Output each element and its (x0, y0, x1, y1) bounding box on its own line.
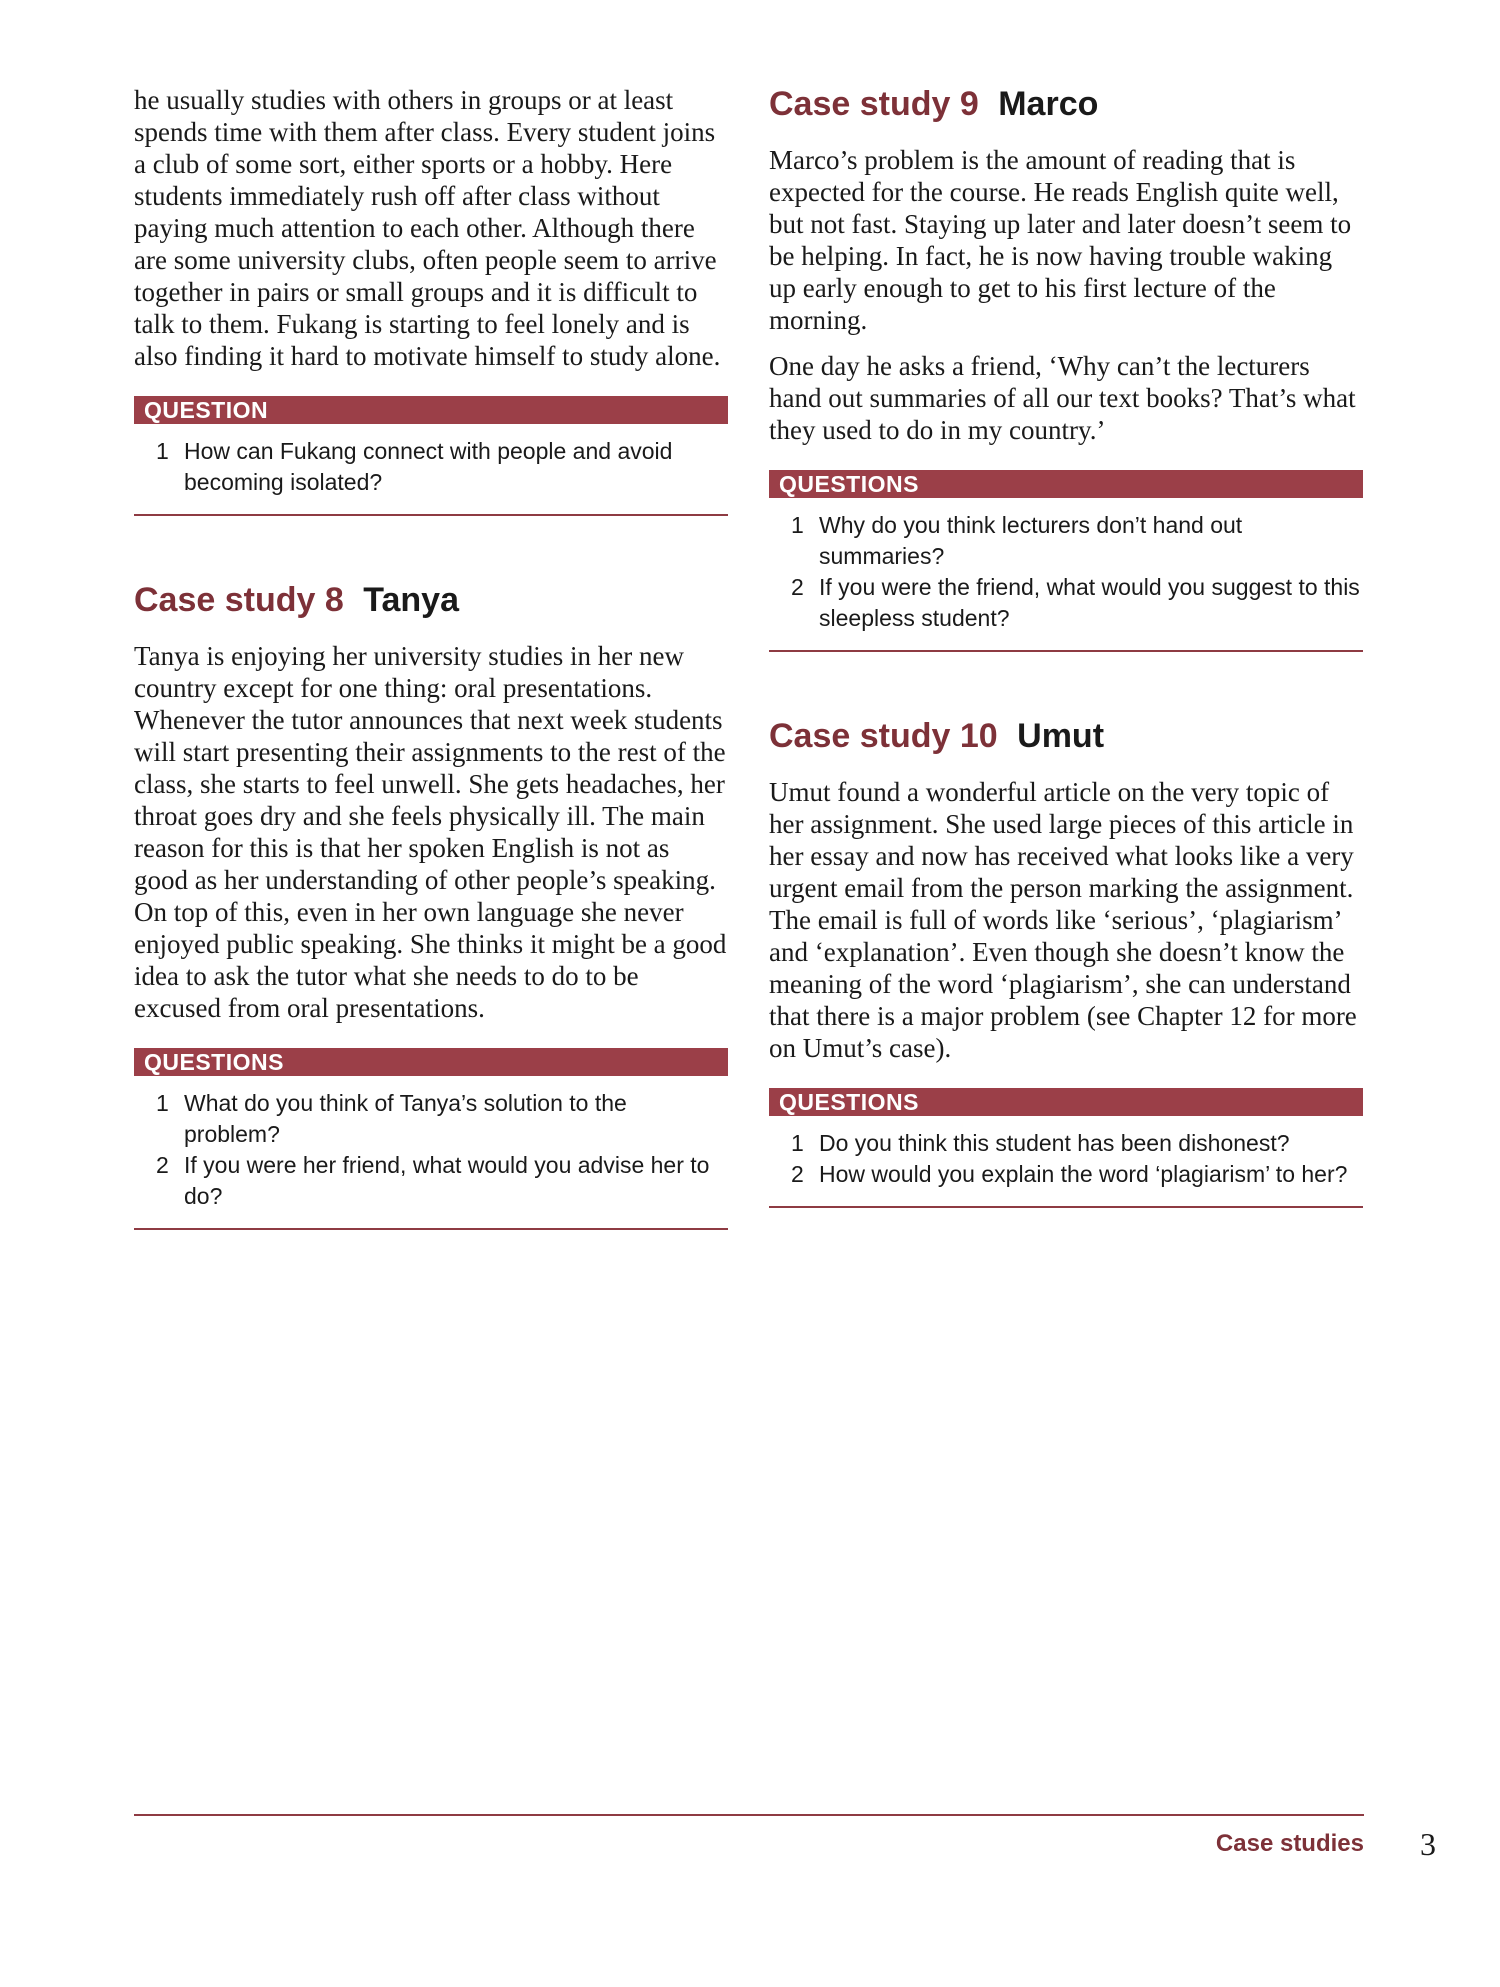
case-study-prefix: Case study (769, 85, 951, 123)
case-study-8-title (134, 580, 728, 620)
case-study-number: 8 (324, 581, 344, 619)
question-number: 1 (156, 438, 169, 464)
questions-header: QUESTIONS (769, 1088, 1363, 1116)
case-study-name: Marco (998, 85, 1099, 123)
questions-list (769, 1128, 1363, 1190)
question-item (134, 436, 728, 498)
question-number: 1 (791, 512, 804, 538)
questions-header: QUESTIONS (769, 470, 1363, 498)
question-item (134, 1150, 728, 1212)
case-study-prefix: Case study (769, 717, 951, 755)
case-study-10-title (769, 716, 1363, 756)
question-text: Do you think this student has been dishonest? (819, 1130, 1290, 1156)
left-column (134, 84, 728, 1230)
case-study-prefix: Case study (134, 581, 316, 619)
footer-divider (134, 1814, 1364, 1816)
question-text: If you were the friend, what would you suggest to this sleepless student? (819, 574, 1360, 631)
question-item (134, 1088, 728, 1150)
case-study-number: 10 (959, 717, 998, 755)
question-item (769, 1128, 1363, 1159)
intro-paragraph: he usually studies with others in groups or at least spends time with them after class. Every student joins a club of some sort, either sports or a hobby. Here students immediately rush off after class without paying much attention to each other. Although there are some university clubs, often people seem to arrive together in pairs or small groups and it is difficult to talk to them. Fukang is starting to feel lonely and is also finding it hard to motivate himself to study alone. (134, 85, 721, 371)
question-text: If you were her friend, what would you advise her to do? (184, 1152, 710, 1209)
question-text: Why do you think lecturers don’t hand out summaries? (819, 512, 1243, 569)
questions-list (769, 510, 1363, 634)
questions-box-marco (769, 470, 1363, 652)
question-header: QUESTION (134, 396, 728, 424)
questions-header: QUESTIONS (134, 1048, 728, 1076)
page-number: 3 (1420, 1826, 1436, 1862)
question-number: 2 (791, 1161, 804, 1187)
case-study-8-body: Tanya is enjoying her university studies in her new country except for one thing: oral presentations. Whenever the tutor announces that next week students will start presenting their assignments to the rest of the class, she starts to feel unwell. She gets headaches, her throat goes dry and she feels physically ill. The main reason for this is that her spoken English is not as good as her understanding of other people’s speaking. On top of this, even in her own language she never enjoyed public speaking. She thinks it might be a good idea to ask the tutor what she needs to do to be excused from oral presentations. (134, 641, 727, 1023)
right-column (769, 84, 1363, 1208)
case-study-9-title (769, 84, 1363, 124)
question-item (769, 572, 1363, 634)
question-text: How can Fukang connect with people and avoid becoming isolated? (184, 438, 673, 495)
case-study-9-body-1: Marco’s problem is the amount of reading that is expected for the course. He reads English quite well, but not fast. Staying up later and later doesn’t seem to be helping. In fact, he is now having trouble waking up early enough to get to his first lecture of the morning. (769, 145, 1352, 335)
case-study-number: 9 (959, 85, 979, 123)
question-number: 1 (156, 1090, 169, 1116)
question-item (769, 1159, 1363, 1190)
question-number: 1 (791, 1130, 804, 1156)
question-number: 2 (791, 574, 804, 600)
question-list (134, 436, 728, 498)
case-study-name: Tanya (363, 581, 459, 619)
questions-list (134, 1088, 728, 1212)
questions-box-tanya (134, 1048, 728, 1230)
footer-section-label: Case studies (1215, 1830, 1364, 1857)
question-text: How would you explain the word ‘plagiarism’ to her? (819, 1161, 1348, 1187)
questions-box-umut (769, 1088, 1363, 1208)
question-box-fukang (134, 396, 728, 516)
case-study-9-body-2: One day he asks a friend, ‘Why can’t the lecturers hand out summaries of all our text books? That’s what they used to do in my country.’ (769, 351, 1356, 445)
case-study-name: Umut (1017, 717, 1105, 755)
question-text: What do you think of Tanya’s solution to the problem? (184, 1090, 627, 1147)
question-number: 2 (156, 1152, 169, 1178)
question-item (769, 510, 1363, 572)
case-study-10-body: Umut found a wonderful article on the very topic of her assignment. She used large pieces of this article in her essay and now has received what looks like a very urgent email from the person marking the assignment. The email is full of words like ‘serious’, ‘plagiarism’ and ‘explanation’. Even though she doesn’t know the meaning of the word ‘plagiarism’, she can understand that there is a major problem (see Chapter 12 for more on Umut’s case). (769, 777, 1357, 1063)
